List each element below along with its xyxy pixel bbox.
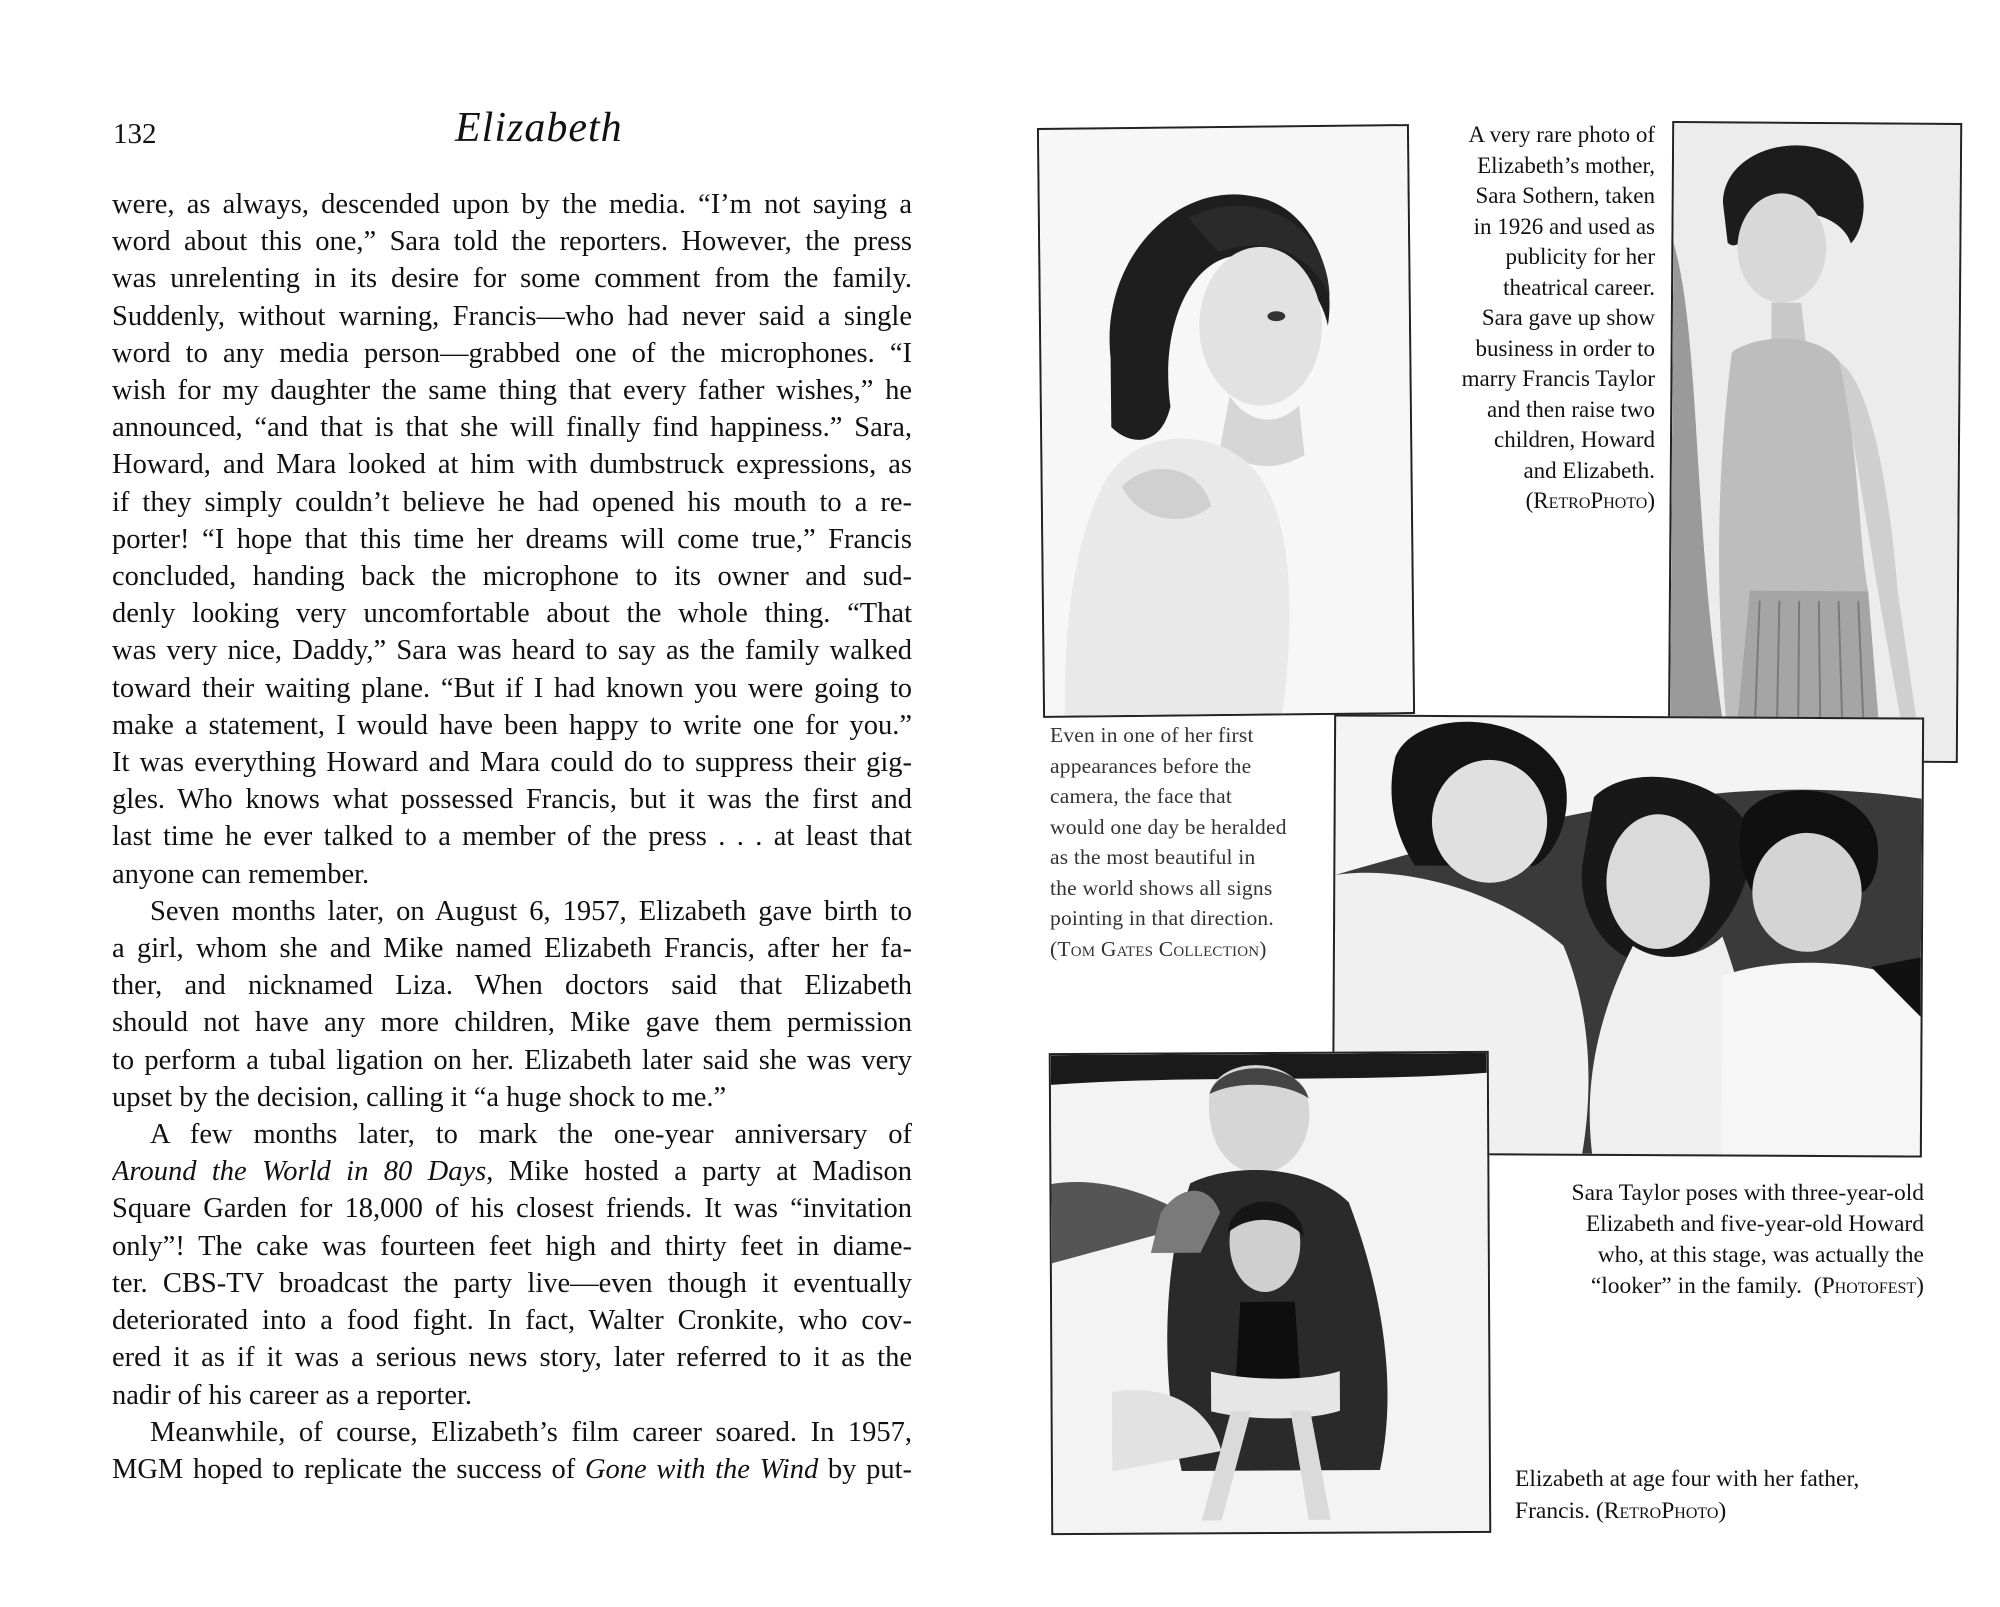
- sara-sothern-image: [1670, 123, 1960, 761]
- text-line: word about this one,” Sara told the reporters. However, the press: [112, 226, 912, 258]
- caption-line: children, Howard: [1494, 427, 1655, 452]
- film-title: Around the World in 80 Days: [112, 1156, 487, 1188]
- text-fragment: MGM hoped to replicate the success of: [112, 1453, 585, 1485]
- caption-first-appearances: [1050, 720, 1340, 964]
- text-line: wish for my daughter the same thing that every father wishes,” he: [112, 375, 912, 407]
- text-line: denly looking very uncomfortable about the whole thing. “That: [112, 598, 912, 630]
- caption-line: publicity for her: [1505, 244, 1655, 269]
- text-line: upset by the decision, calling it “a huge shock to me.”: [112, 1081, 727, 1113]
- caption-line: the world shows all signs: [1050, 875, 1273, 900]
- text-line: ered it as if it was a serious news story, later referred to it as the: [112, 1342, 912, 1374]
- text-line: anyone can remember.: [112, 858, 370, 890]
- running-title: Elizabeth: [455, 105, 623, 151]
- text-line: make a statement, I would have been happy to write one for you.”: [112, 709, 912, 741]
- text-line: announced, “and that is that she will finally find happiness.” Sara,: [112, 412, 912, 444]
- text-line: was very nice, Daddy,” Sara was heard to say as the family walked: [112, 635, 912, 667]
- photo-credit: (Tom Gates Collection): [1050, 936, 1267, 961]
- caption-line: and then raise two: [1487, 396, 1655, 422]
- caption-line: Even in one of her first: [1050, 723, 1254, 747]
- text-line: toward their waiting plane. “But if I had known you were going to: [112, 672, 912, 704]
- film-title: Gone with the Wind: [584, 1453, 819, 1485]
- caption-family: [1500, 1178, 1924, 1302]
- text-fragment: , Mike hosted a party at Madison: [486, 1156, 912, 1188]
- text-line: A few months later, to mark the one-year anniversary of: [150, 1119, 912, 1151]
- caption-father: [1515, 1463, 1935, 1527]
- text-line: [112, 1451, 912, 1488]
- photo-credit: (RetroPhoto): [1525, 488, 1655, 513]
- caption-line: Elizabeth’s mother,: [1477, 152, 1655, 178]
- caption-text: “looker” in the family.: [1590, 1273, 1803, 1299]
- text-line: if they simply couldn’t believe he had opened his mouth to a re-: [112, 486, 912, 518]
- text-line: was unrelenting in its desire for some comment from the family.: [112, 263, 912, 295]
- photo-child-portrait: [1037, 124, 1415, 718]
- page-number: 132: [113, 118, 157, 150]
- text-fragment: by put-: [818, 1453, 912, 1485]
- text-line: Square Garden for 18,000 of his closest friends. It was “invitation: [112, 1193, 912, 1225]
- caption-line: would one day be heralded: [1050, 814, 1287, 839]
- text-line: gles. Who knows what possessed Francis, but it was the first and: [112, 784, 912, 816]
- caption-line: [1515, 1495, 1935, 1527]
- text-line: nadir of his career as a reporter.: [112, 1379, 473, 1411]
- text-line: Suddenly, without warning, Francis—who had never said a single: [112, 300, 912, 332]
- caption-text: Francis.: [1515, 1498, 1591, 1524]
- caption-line: Sara gave up show: [1481, 305, 1655, 330]
- text-line: porter! “I hope that this time her dreams will come true,” Francis: [112, 523, 912, 555]
- caption-line: business in order to: [1475, 335, 1655, 361]
- text-line: Seven months later, on August 6, 1957, Elizabeth gave birth to: [150, 895, 912, 927]
- text-line: [112, 1153, 912, 1190]
- caption-line: theatrical career.: [1503, 274, 1655, 300]
- photo-credit: (Photofest): [1813, 1273, 1924, 1299]
- text-line: ther, and nicknamed Liza. When doctors said that Elizabeth: [112, 970, 912, 1002]
- text-line: a girl, whom she and Mike named Elizabeth Francis, after her fa-: [112, 933, 912, 965]
- caption-line: who, at this stage, was actually the: [1597, 1242, 1924, 1268]
- photo-father: [1049, 1051, 1492, 1535]
- caption-line: pointing in that direction.: [1050, 906, 1274, 930]
- caption-line: in 1926 and used as: [1473, 213, 1655, 239]
- caption-mother: [1395, 120, 1655, 517]
- photo-credit: (RetroPhoto): [1595, 1498, 1727, 1524]
- father-image: [1051, 1053, 1489, 1533]
- caption-line: Elizabeth and five-year-old Howard: [1585, 1211, 1924, 1237]
- caption-line: and Elizabeth.: [1523, 457, 1655, 483]
- photo-sara-sothern: [1668, 121, 1962, 763]
- text-line: only”! The cake was fourteen feet high and thirty feet in diame-: [112, 1230, 912, 1262]
- text-line: ter. CBS-TV broadcast the party live—even though it eventually: [112, 1267, 912, 1299]
- caption-line: Sara Sothern, taken: [1475, 183, 1655, 208]
- caption-line: marry Francis Taylor: [1461, 366, 1655, 391]
- text-line: It was everything Howard and Mara could do to suppress their gig-: [112, 747, 912, 779]
- text-line: concluded, handing back the microphone to its owner and sud-: [112, 561, 912, 593]
- caption-line: Elizabeth at age four with her father,: [1515, 1466, 1860, 1492]
- caption-line: appearances before the: [1050, 753, 1252, 778]
- text-line: word to any media person—grabbed one of the microphones. “I: [112, 337, 912, 369]
- body-text: [112, 186, 912, 1488]
- caption-line: [1500, 1271, 1924, 1302]
- caption-line: A very rare photo of: [1468, 122, 1655, 147]
- text-line: should not have any more children, Mike gave them permission: [112, 1007, 912, 1039]
- text-line: were, as always, descended upon by the media. “I’m not saying a: [112, 189, 912, 220]
- caption-line: Sara Taylor poses with three-year-old: [1571, 1180, 1924, 1206]
- caption-line: as the most beautiful in: [1050, 845, 1256, 869]
- text-line: Meanwhile, of course, Elizabeth’s film career soared. In 1957,: [150, 1416, 912, 1448]
- caption-line: camera, the face that: [1050, 784, 1233, 808]
- text-line: Howard, and Mara looked at him with dumbstruck expressions, as: [112, 449, 912, 481]
- child-portrait-image: [1039, 126, 1413, 716]
- text-line: last time he ever talked to a member of the press . . . at least that: [112, 821, 912, 853]
- text-line: to perform a tubal ligation on her. Elizabeth later said she was very: [112, 1044, 912, 1076]
- text-line: deteriorated into a food fight. In fact, Walter Cronkite, who cov-: [112, 1305, 912, 1337]
